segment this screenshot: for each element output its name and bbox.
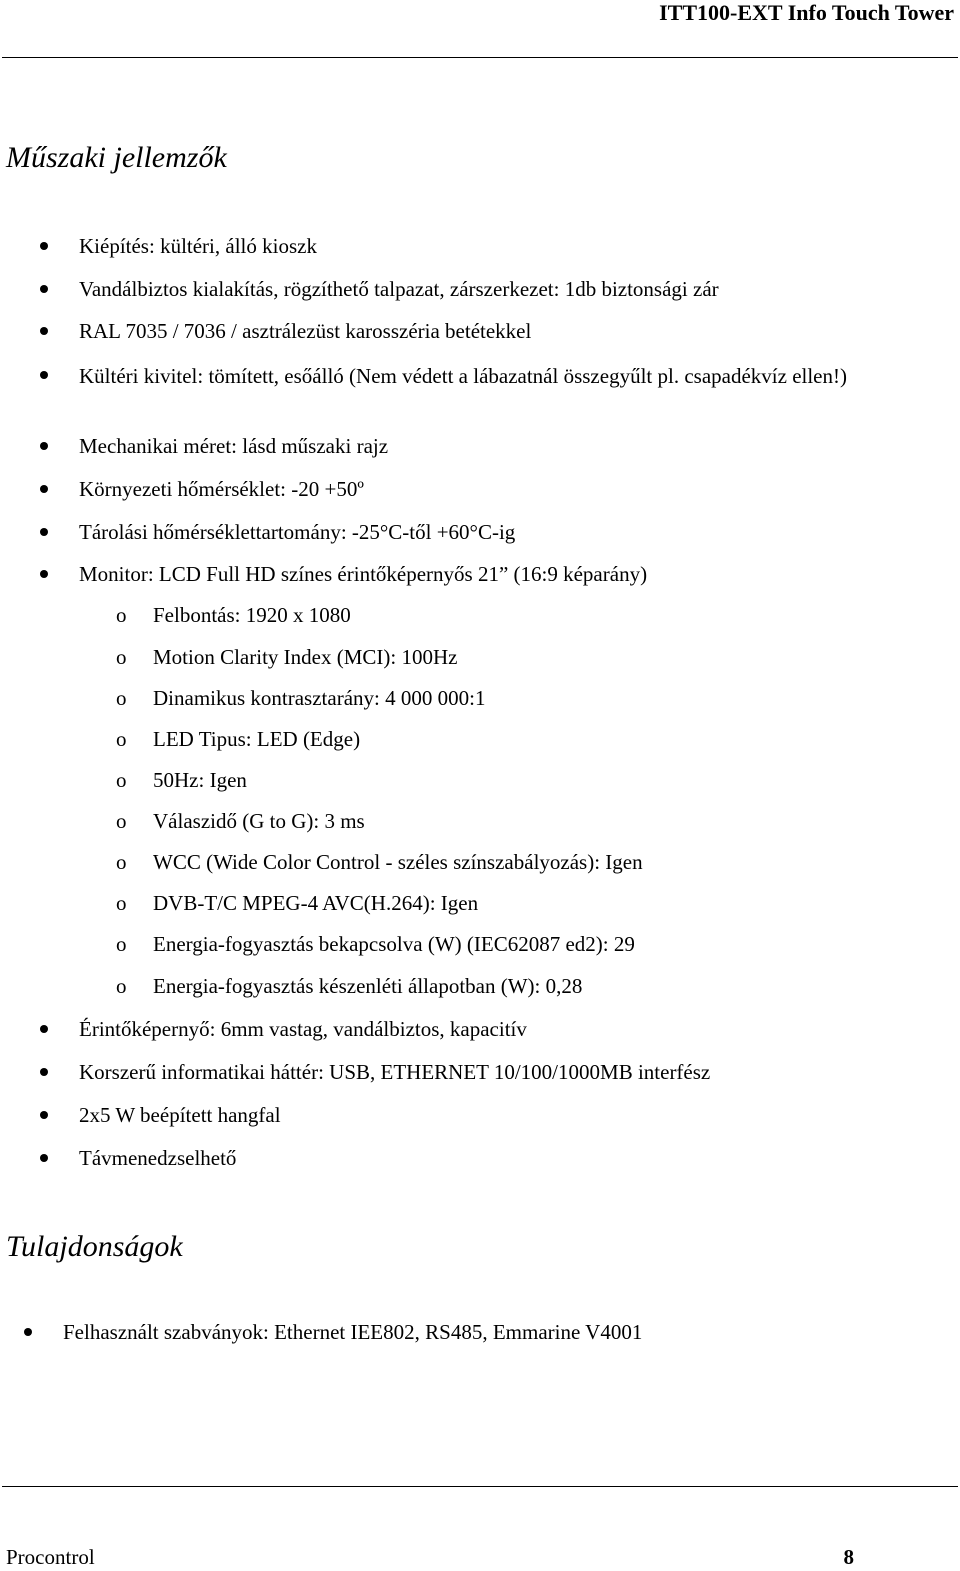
bullet-icon xyxy=(40,442,48,450)
sub-bullet-icon: o xyxy=(116,727,127,751)
bullet-icon xyxy=(40,570,48,578)
bullet-icon xyxy=(40,1025,48,1033)
sublist-item-text: Válaszidő (G to G): 3 ms xyxy=(153,809,365,833)
list-item-text: Korszerű informatikai háttér: USB, ETHERNET 10/100/1000MB interfész xyxy=(79,1060,711,1084)
list-item-text: Távmenedzselhető xyxy=(79,1146,237,1170)
sub-bullet-icon: o xyxy=(116,932,127,956)
list-item-text: Mechanikai méret: lásd műszaki rajz xyxy=(79,434,389,458)
list-item-text: Tárolási hőmérséklettartomány: -25°C-től +60°C-ig xyxy=(79,520,516,544)
sublist-item-text: Energia-fogyasztás bekapcsolva (W) (IEC62087 ed2): 29 xyxy=(153,932,635,956)
specs-heading: Műszaki jellemzők xyxy=(6,141,227,174)
sub-bullet-icon: o xyxy=(116,686,127,710)
document-title: ITT100-EXT Info Touch Tower xyxy=(659,0,954,25)
list-item-text: Kültéri kivitel: tömített, esőálló (Nem védett a lábazatnál összegyűlt pl. csapadékvíz ellen!) xyxy=(79,364,847,388)
list-item-text: Érintőképernyő: 6mm vastag, vandálbiztos, kapacitív xyxy=(79,1017,527,1041)
list-item-text: RAL 7035 / 7036 / asztrálezüst karosszéria betétekkel xyxy=(79,319,532,343)
sub-bullet-icon: o xyxy=(116,891,127,915)
bullet-icon xyxy=(40,528,48,536)
bullet-icon xyxy=(24,1328,32,1336)
sublist-item-text: DVB-T/C MPEG-4 AVC(H.264): Igen xyxy=(153,891,479,915)
list-item-text: Monitor: LCD Full HD színes érintőképernyős 21” (16:9 képarány) xyxy=(79,562,648,586)
sublist-item-text: Dinamikus kontrasztarány: 4 000 000:1 xyxy=(153,686,486,710)
list-item-text: 2x5 W beépített hangfal xyxy=(79,1103,281,1127)
header-divider xyxy=(2,57,958,58)
list-item-text: Felhasznált szabványok: Ethernet IEE802, RS485, Emmarine V4001 xyxy=(63,1320,643,1344)
sub-bullet-icon: o xyxy=(116,645,127,669)
list-item-text: Kiépítés: kültéri, álló kioszk xyxy=(79,234,317,258)
page-number: 8 xyxy=(843,1545,854,1569)
sublist-item-text: WCC (Wide Color Control - széles színszabályozás): Igen xyxy=(153,850,643,874)
bullet-icon xyxy=(40,285,48,293)
sublist-item-text: 50Hz: Igen xyxy=(153,768,247,792)
sub-bullet-icon: o xyxy=(116,603,127,627)
bullet-icon xyxy=(40,485,48,493)
company-name: Procontrol xyxy=(6,1545,95,1569)
bullet-icon xyxy=(40,1111,48,1119)
bullet-icon xyxy=(40,1154,48,1162)
sub-bullet-icon: o xyxy=(116,974,127,998)
footer-divider xyxy=(2,1486,958,1487)
list-item-text: Vandálbiztos kialakítás, rögzíthető talpazat, zárszerkezet: 1db biztonsági zár xyxy=(79,277,719,301)
properties-heading: Tulajdonságok xyxy=(6,1230,183,1263)
bullet-icon xyxy=(40,371,48,379)
sub-bullet-icon: o xyxy=(116,768,127,792)
sublist-item-text: LED Tipus: LED (Edge) xyxy=(153,727,361,751)
sub-bullet-icon: o xyxy=(116,809,127,833)
sub-bullet-icon: o xyxy=(116,850,127,874)
sublist-item-text: Energia-fogyasztás készenléti állapotban (W): 0,28 xyxy=(153,974,583,998)
list-item-text: Környezeti hőmérséklet: -20 +50º xyxy=(79,477,364,501)
sublist-item-text: Motion Clarity Index (MCI): 100Hz xyxy=(153,645,458,669)
bullet-icon xyxy=(40,1068,48,1076)
bullet-icon xyxy=(40,242,48,250)
bullet-icon xyxy=(40,327,48,335)
sublist-item-text: Felbontás: 1920 x 1080 xyxy=(153,603,351,627)
